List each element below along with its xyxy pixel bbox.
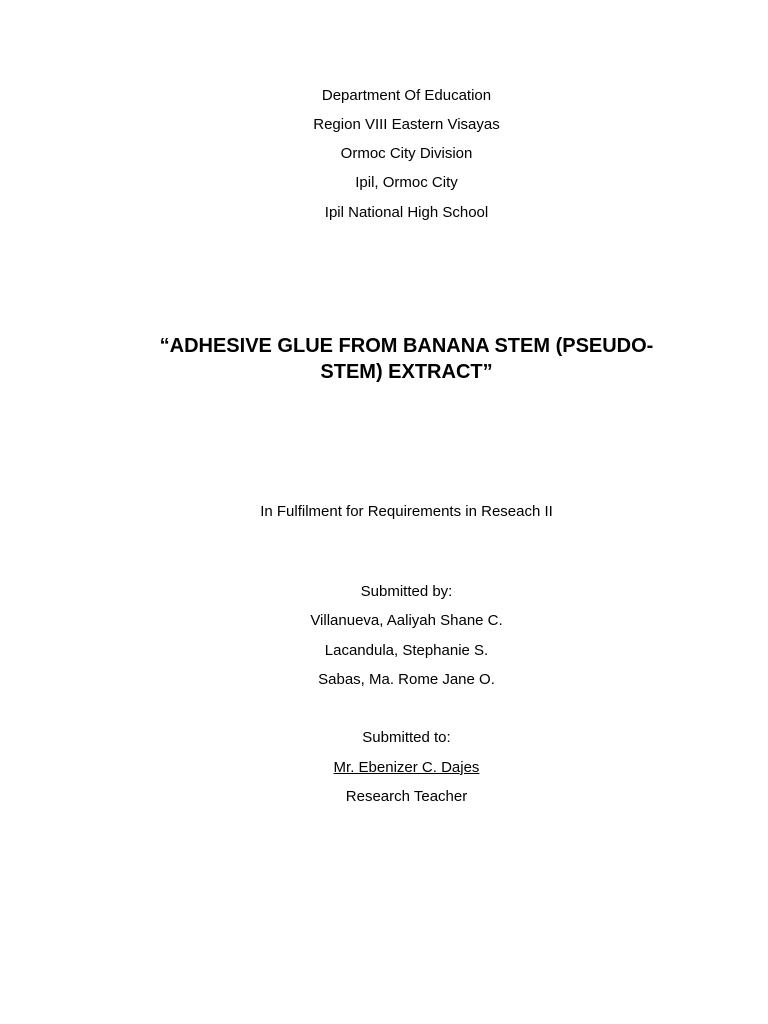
header-department: Department Of Education bbox=[321, 87, 492, 104]
header-location: Ipil, Ormoc City bbox=[355, 174, 458, 191]
submitted-by-label: Submitted by: bbox=[360, 583, 453, 600]
author-name: Villanueva, Aaliyah Shane C. bbox=[310, 612, 503, 629]
fulfilment-statement: In Fulfilment for Requirements in Reseach II bbox=[260, 503, 553, 520]
header-school: Ipil National High School bbox=[324, 204, 489, 221]
author-name: Sabas, Ma. Rome Jane O. bbox=[318, 671, 495, 688]
teacher-name: Mr. Ebenizer C. Dajes bbox=[333, 759, 480, 776]
teacher-name-wrapper bbox=[0, 759, 768, 777]
teacher-role: Research Teacher bbox=[345, 788, 468, 805]
header-region: Region VIII Eastern Visayas bbox=[313, 116, 500, 133]
submitted-to-label: Submitted to: bbox=[362, 729, 451, 746]
title-line-1: “ADHESIVE GLUE FROM BANANA STEM (PSEUDO- bbox=[159, 335, 654, 357]
header-division: Ormoc City Division bbox=[340, 145, 473, 162]
title-line-2: STEM) EXTRACT” bbox=[320, 361, 493, 383]
document-title bbox=[140, 333, 673, 385]
author-name: Lacandula, Stephanie S. bbox=[324, 642, 489, 659]
